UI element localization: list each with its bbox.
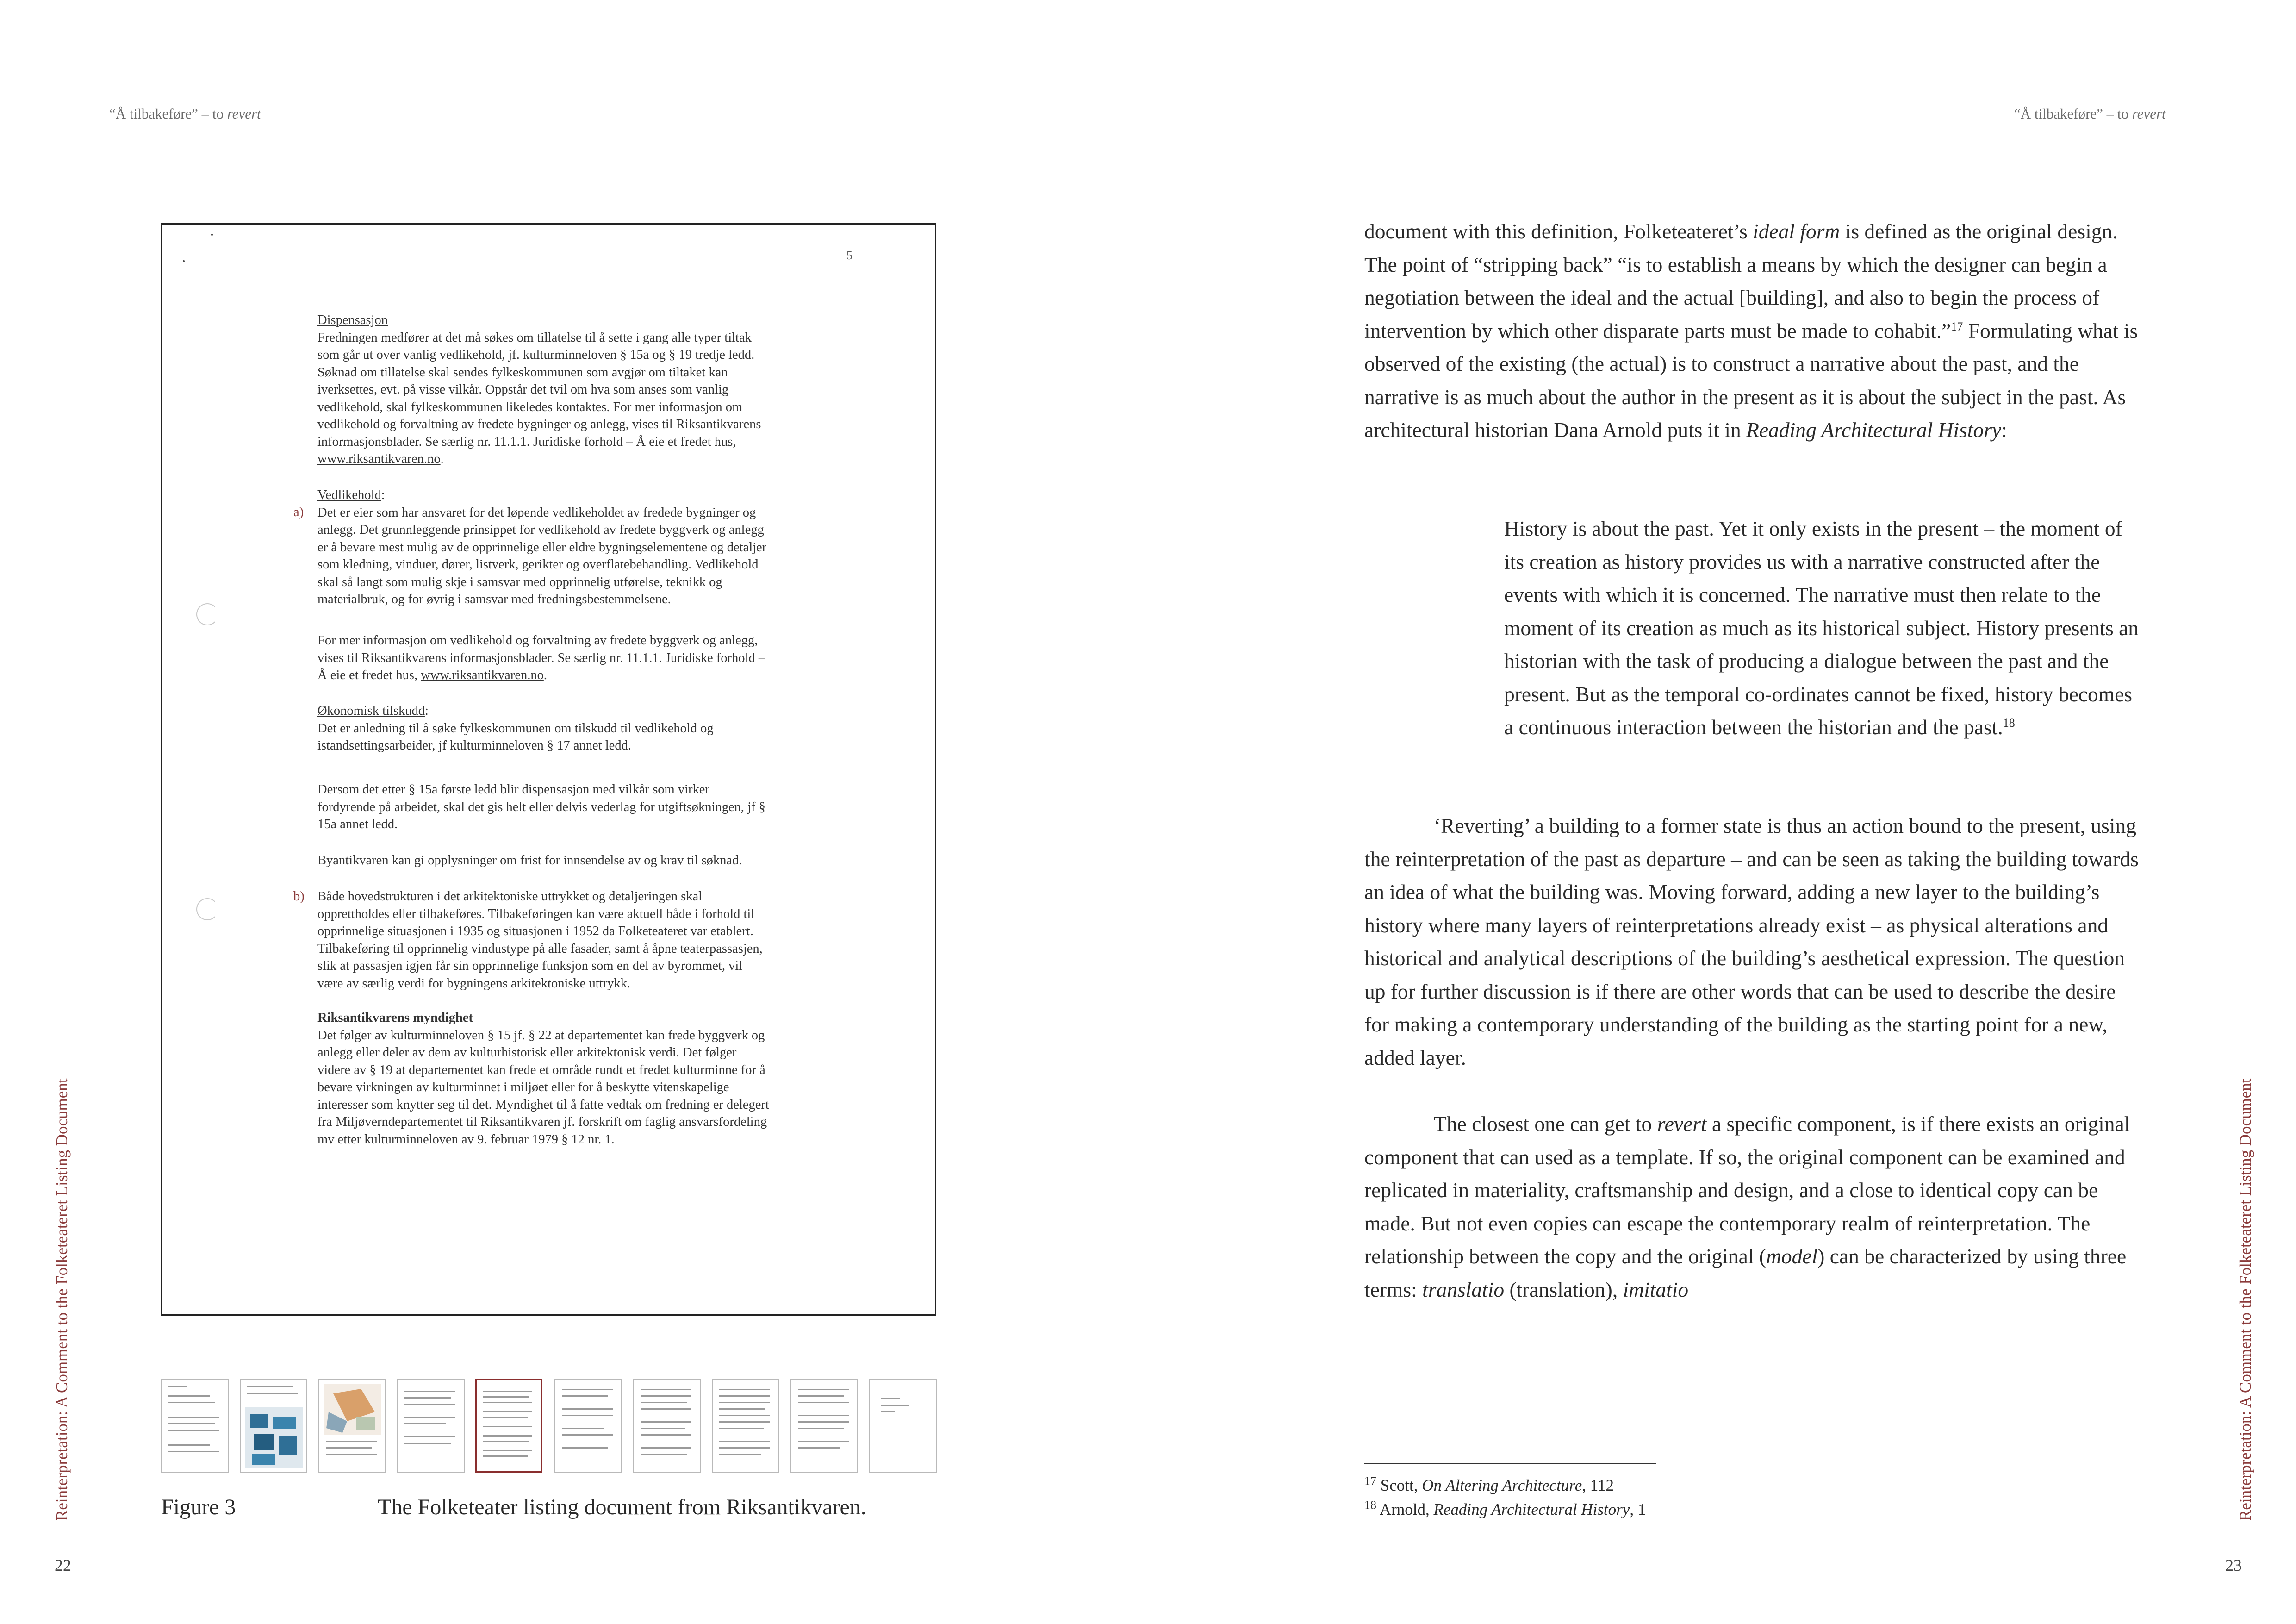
thumb-text-line — [483, 1441, 529, 1442]
thumb-text-line — [719, 1395, 770, 1397]
thumb-text-line — [881, 1411, 895, 1412]
page-thumbnail-9[interactable] — [790, 1379, 858, 1473]
page-number-left: 22 — [55, 1556, 71, 1574]
thumb-text-line — [404, 1391, 455, 1392]
scan-link-line: www.riksantikvaren.no. — [317, 452, 444, 466]
thumb-text-line — [881, 1405, 909, 1406]
thumb-text-line — [404, 1436, 455, 1437]
thumb-text-line — [562, 1434, 613, 1436]
page-thumbnail-4[interactable] — [397, 1379, 465, 1473]
thumb-text-line — [719, 1402, 770, 1403]
thumb-text-line — [562, 1389, 613, 1390]
figure-label: Figure 3 — [161, 1495, 236, 1519]
page-thumbnail-3[interactable] — [318, 1379, 386, 1473]
thumb-text-line — [404, 1423, 446, 1424]
thumb-text-line — [562, 1428, 604, 1429]
thumb-text-line — [719, 1454, 761, 1455]
section-vedlikehold — [317, 487, 840, 608]
running-head-right: “Å tilbakeføre” – to revert — [2014, 106, 2166, 122]
thumb-text-line — [719, 1415, 770, 1416]
paragraph-3: The closest one can get to revert a specific component, is if there exists an original component that can used as a template. If so, the original component can be examined and replicated in materiality, craftsmanship and design, and a close to identical copy can be made. But not even copies can escape the contemporary realm of reinterpretation. The relationship between the copy and the original (model) can be characterized by using three terms: translatio (translation), imitatio — [1364, 1112, 2130, 1301]
thumb-text-line — [483, 1411, 532, 1412]
thumb-text-line — [562, 1408, 613, 1410]
footnote-17: $^{17}$ Scott, On Altering Architecture, 112 — [1364, 1474, 1614, 1494]
scan-line: interesser som knytter seg til det. Myndighet til å fatte vedtak om fredning er delegert — [317, 1097, 769, 1112]
scan-line: være av særlig verdi for bygningens arkitektoniske uttrykk. — [317, 976, 630, 991]
label-b: b) — [293, 889, 305, 904]
thumb-text-line — [168, 1451, 219, 1452]
running-head-left: “Å tilbakeføre” – to revert — [109, 106, 261, 122]
label-a: a) — [293, 505, 304, 519]
scan-line: som går ut over vanlig vedlikehold, jf. kulturminneloven § 15a og § 19 tredje ledd. — [317, 348, 755, 362]
thumb-text-line — [641, 1434, 691, 1436]
thumb-text-line — [483, 1435, 532, 1437]
thumb-text-line — [641, 1421, 691, 1423]
figure-caption: The Folketeater listing document from Riksantikvaren. — [378, 1495, 866, 1519]
section-b — [317, 888, 840, 992]
thumb-text-line — [483, 1450, 532, 1451]
scan-line: Både hovedstrukturen i det arkitektoniske uttrykket og detaljeringen skal — [317, 889, 703, 904]
listing-document-scan — [161, 223, 936, 1316]
scan-line: materialbruk, og for øvrig i samsvar med fredningsbestemmelsene. — [317, 592, 671, 606]
scan-line: Det følger av kulturminneloven § 15 jf. § 22 at departementet kan frede byggverk og — [317, 1028, 765, 1043]
page-thumbnail-5-selected[interactable] — [475, 1379, 542, 1473]
thumb-text-line — [483, 1417, 528, 1418]
thumb-text-line — [798, 1389, 849, 1390]
footnote-18: $^{18}$ Arnold, Reading Architectural History, 1 — [1364, 1498, 1646, 1518]
thumb-text-line — [168, 1386, 187, 1387]
thumb-text-line — [168, 1423, 215, 1424]
scan-line: istandsettingsarbeider, jf kulturminneloven § 17 annet ledd. — [317, 738, 631, 753]
thumb-text-line — [798, 1402, 849, 1403]
thumb-plan-image — [324, 1384, 381, 1435]
riksantikvaren-link: www.riksantikvaren.no — [421, 668, 544, 682]
side-title-right: Reinterpretation: A Comment to the Folketeateret Listing Document — [2236, 1078, 2254, 1521]
scan-line: For mer informasjon om vedlikehold og forvaltning av fredete byggverk og anlegg, — [317, 633, 758, 648]
section-okonomisk — [317, 702, 840, 755]
thumb-text-line — [798, 1395, 844, 1397]
thumb-text-line — [168, 1402, 215, 1403]
footnote-ref-18[interactable]: 18 — [2003, 716, 2015, 730]
thumb-text-line — [404, 1417, 455, 1418]
side-title-left: Reinterpretation: A Comment to the Folketeateret Listing Document — [53, 1078, 71, 1521]
section-vederlag — [317, 781, 840, 833]
thumb-text-line — [798, 1441, 849, 1442]
scan-line: iverksettes, evt. på visse vilkår. Oppstår det tvil om hva som anses som vanlig — [317, 382, 729, 397]
thumb-text-line — [483, 1426, 532, 1427]
thumb-text-line — [483, 1455, 528, 1457]
heading-okonomisk-line: Økonomisk tilskudd: — [317, 704, 429, 718]
scan-line: opprettholdes eller tilbakeføres. Tilbakeføringen kan være aktuell både i forhold til — [317, 906, 755, 921]
scan-line: Det er eier som har ansvaret for det løpende vedlikeholdet av fredede bygninger og — [317, 505, 756, 520]
thumb-text-line — [641, 1454, 687, 1455]
thumb-text-line — [641, 1402, 687, 1403]
thumb-text-line — [326, 1454, 377, 1455]
heading-vedlikehold-line: Vedlikehold: — [317, 488, 385, 502]
scan-line: opprinnelige situasjonen i 1935 og situasjonen i 1952 da Folketeateret var etablert. — [317, 924, 753, 938]
thumb-text-line — [719, 1408, 765, 1410]
thumb-text-line — [483, 1402, 532, 1403]
section-byantikvaren — [317, 852, 840, 869]
thumb-text-line — [641, 1447, 691, 1449]
thumb-text-line — [719, 1389, 770, 1390]
section-dispensasjon — [317, 312, 840, 468]
thumb-text-line — [798, 1421, 849, 1423]
thumb-text-line — [798, 1447, 840, 1449]
riksantikvaren-link: www.riksantikvaren.no — [317, 452, 441, 466]
thumb-map-image — [245, 1407, 303, 1468]
scan-line: bevare virkningen av kulturminnet i miljøet eller for å beskytte vitenskapelige — [317, 1080, 729, 1094]
thumb-text-line — [483, 1391, 532, 1392]
thumb-text-line — [719, 1428, 764, 1429]
scan-line: vises til Riksantikvarens informasjonsblader. Se særlig nr. 11.1.1. Juridiske forhold – — [317, 650, 765, 665]
thumb-text-line — [719, 1441, 770, 1442]
scan-line: Søknad om tillatelse skal sendes fylkeskommunen som avgjør om tiltaket kan — [317, 365, 728, 380]
thumb-text-line — [641, 1428, 685, 1429]
scan-speck — [211, 234, 213, 236]
thumb-text-line — [247, 1386, 293, 1387]
thumb-text-line — [562, 1447, 608, 1449]
thumb-text-line — [798, 1428, 844, 1429]
scan-line: Byantikvaren kan gi opplysninger om frist for innsendelse av og krav til søknad. — [317, 853, 742, 868]
scan-line: anlegg eller deler av dem av kulturhistorisk eller arkitektonisk verdi. Det følger — [317, 1045, 737, 1060]
heading-okonomisk: Økonomisk tilskudd — [317, 704, 425, 718]
scan-line: Å eie et fredet hus, www.riksantikvaren.no. — [317, 668, 547, 682]
page-thumbnail-8[interactable] — [712, 1379, 779, 1473]
thumb-text-line — [168, 1430, 219, 1431]
thumb-text-line — [483, 1396, 529, 1398]
page-thumbnail-2[interactable] — [240, 1379, 307, 1473]
block-quote: History is about the past. Yet it only exists in the present – the moment of its creation as history provides us with a narrative constructed after the events with which it is concerned. The narrative must then relate to the moment of its creation as much as its historical subject. History presents an historian with the task of producing a dialogue between the past and the present. But as the temporal co-ordinates cannot be fixed, history becomes a continuous interaction between the historian and the past.$^{18}$ — [1504, 517, 2139, 739]
thumb-text-line — [247, 1393, 298, 1394]
scan-speck — [183, 260, 185, 262]
thumb-text-line — [562, 1415, 613, 1416]
thumb-text-line — [881, 1398, 900, 1399]
thumb-text-line — [168, 1395, 210, 1397]
scan-line: Det er anledning til å søke fylkeskommunen om tilskudd til vedlikehold og — [317, 721, 714, 736]
scan-line: som kledning, vinduer, dører, listverk, gerikter og overflatebehandling. Vedlikehold — [317, 557, 759, 572]
scan-line: fra Miljøverndepartementet til Riksantikvaren jf. forskrift om faglig ansvarsfordeling — [317, 1115, 767, 1129]
heading-dispensasjon: Dispensasjon — [317, 313, 388, 327]
page-thumbnail-1[interactable] — [161, 1379, 229, 1473]
scan-line: vedlikehold, skal fylkeskommunen likeledes kontaktes. For mer informasjon om — [317, 400, 743, 414]
footnote-ref-17[interactable]: 17 — [1951, 319, 1963, 333]
thumb-text-line — [562, 1395, 608, 1397]
page-thumbnail-6[interactable] — [554, 1379, 622, 1473]
scan-line: anlegg. Det grunnleggende prinsippet for vedlikehold av fredete byggverk og anlegg — [317, 523, 764, 537]
scan-line: er å bevare mest mulig av de opprinnelige eller eldre bygningselementene og detaljer — [317, 540, 767, 555]
thumb-text-line — [798, 1415, 849, 1416]
scan-line: Fredningen medfører at det må søkes om tillatelse til å sette i gang alle typer tiltak — [317, 330, 752, 345]
thumb-text-line — [168, 1444, 210, 1446]
section-more-info — [317, 632, 840, 684]
heading-vedlikehold: Vedlikehold — [317, 488, 381, 502]
scan-line: videre av § 19 at departementet kan frede et område rundt et fredet kulturminne for å — [317, 1062, 765, 1077]
scan-line: vedlikehold og forvaltning av fredete bygninger og anlegg, vises til Riksantikvarens — [317, 417, 761, 431]
scan-line: fordyrende på arbeidet, skal det gis helt eller delvis vederlag for utgiftsøkningen, jf § — [317, 800, 765, 814]
paragraph-1: document with this definition, Folketeateret’s ideal form is defined as the original design. The point of “stripping back” “is to establish a means by which the designer can begin a negotiation between the ideal and the actual [building], and also to begin the process of intervention by which other disparate parts must be made to cohabit.”$^{17}$ Formulating what is observed of the existing (the actual) is to construct a narrative about the past, and the narrative is as much about the author in the present as it is about the subject in the past. As architectural historian Dana Arnold puts it in Reading Architectural History: — [1364, 219, 2138, 442]
paragraph-2: ‘Reverting’ a building to a former state is thus an action bound to the present, using the reinterpretation of the past as departure – and can be seen as taking the building towards an idea of what the building was. Moving forward, adding a new layer to the building’s history where many layers of reinterpretations already exist – as physical alterations and historical and analytical descriptions of the building’s aesthetical expression. The question up for further discussion is if there are other words that can be used to describe the desire for making a contemporary understanding of the building as the starting point for a new, added layer. — [1364, 814, 2139, 1069]
thumb-text-line — [719, 1447, 770, 1449]
thumb-text-line — [641, 1395, 691, 1397]
thumb-text-line — [168, 1417, 219, 1418]
scan-line: skal så langt som mulig skje i samsvar med opprinnelig utførelse, teknikk og — [317, 575, 722, 589]
thumb-text-line — [326, 1447, 372, 1449]
scan-line: Dersom det etter § 15a første ledd blir dispensasjon med vilkår som virker — [317, 782, 709, 797]
scan-page-number: 5 — [846, 249, 852, 262]
page-thumbnail-10[interactable] — [869, 1379, 937, 1473]
footnote-rule — [1364, 1463, 1656, 1464]
heading-myndighet: Riksantikvarens myndighet — [317, 1011, 473, 1025]
section-myndighet — [317, 1009, 840, 1148]
scan-line: slik at passasjen igjen får sin opprinnelige funksjon som en del av byrommet, vil — [317, 959, 743, 973]
thumb-text-line — [404, 1404, 455, 1405]
page-thumbnail-7[interactable] — [633, 1379, 701, 1473]
thumb-text-line — [641, 1389, 691, 1390]
punch-hole — [196, 603, 218, 625]
thumb-text-line — [404, 1443, 451, 1444]
thumb-text-line — [719, 1421, 770, 1423]
page-number-right: 23 — [2225, 1556, 2242, 1574]
scan-line: 15a annet ledd. — [317, 817, 398, 831]
punch-hole — [196, 898, 218, 920]
thumb-text-line — [326, 1441, 377, 1442]
scan-line: Tilbakeføring til opprinnelig vindustype på alle fasader, samt å åpne teaterpassasjen, — [317, 941, 763, 956]
scan-line: informasjonsblader. Se særlig nr. 11.1.1. Juridiske forhold – Å eie et fredet hus, — [317, 434, 736, 449]
thumb-text-line — [641, 1408, 691, 1410]
thumb-text-line — [404, 1397, 451, 1399]
scan-line: mv etter kulturminneloven av 9. februar 1979 § 12 nr. 1. — [317, 1132, 615, 1147]
